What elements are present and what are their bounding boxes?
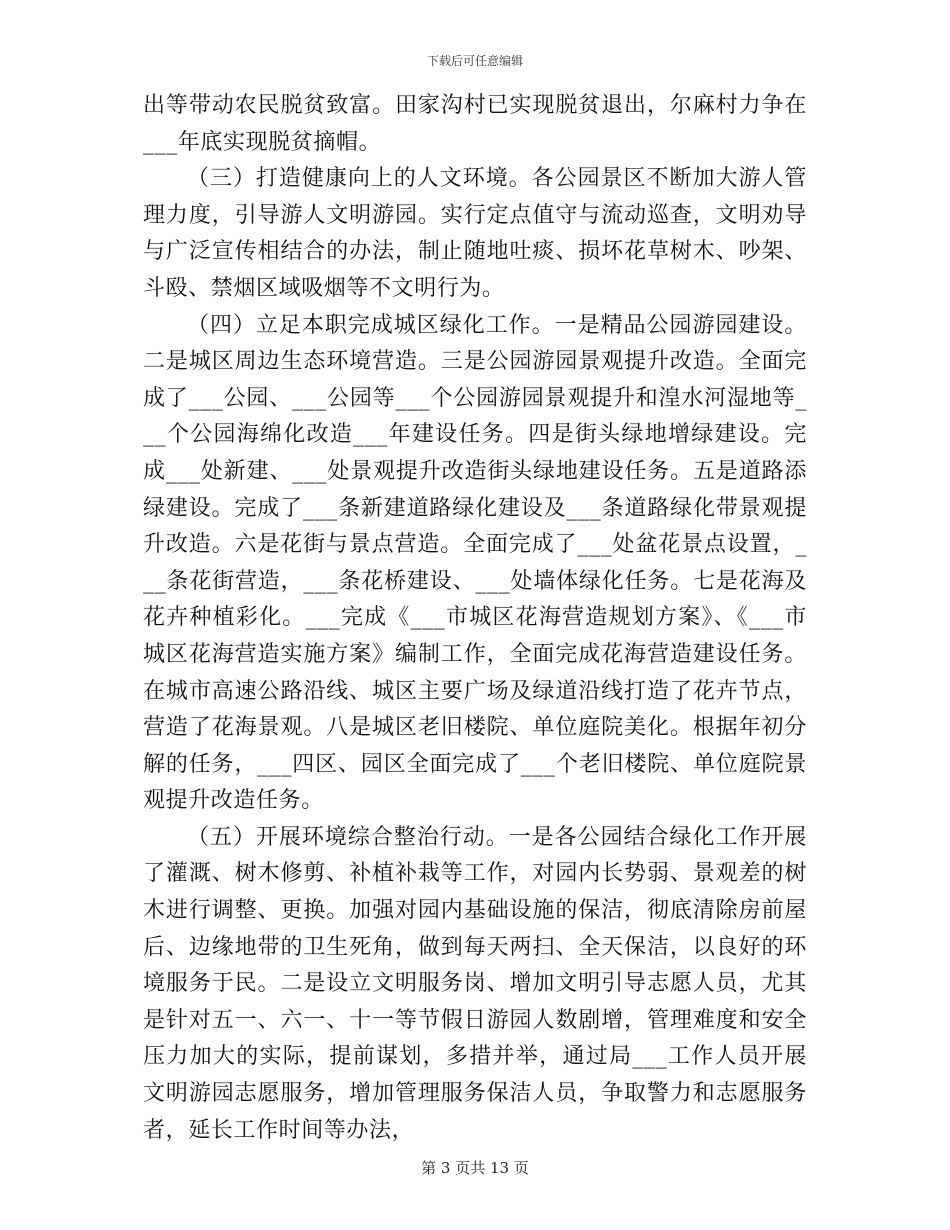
page-header: 下载后可任意编辑 xyxy=(426,54,523,68)
document-body xyxy=(143,88,807,1149)
paragraph-continuation: 出等带动农民脱贫致富。田家沟村已实现脱贫退出，尔麻村力争在___年底实现脱贫摘帽。 xyxy=(143,93,807,155)
page-footer-page-number: 第 3 页共 13 页 xyxy=(421,1159,529,1177)
paragraph-section-3: （三）打造健康向上的人文环境。各公园景区不断加大游人管理力度，引导游人文明游园。实行定点值守与流动巡查，文明劝导与广泛宣传相结合的办法，制止随地吐痰、损坏花草树木、吵架、斗殴、禁烟区域吸烟等不文明行为。 xyxy=(143,166,807,301)
paragraph-section-4: （四）立足本职完成城区绿化工作。一是精品公园游园建设。二是城区周边生态环境营造。三是公园游园景观提升改造。全面完成了___公园、___公园等___个公园游园景观提升和湟水河湿地等___个公园海绵化改造___年建设任务。四是街头绿地增绿建设。完成___处新建、___处景观提升改造街头绿地建设任务。五是道路添绿建设。完成了___条新建道路绿化建设及___条道路绿化带景观提升改造。六是花街与景点营造。全面完成了___处盆花景点设置，___条花街营造，___条花桥建设、___处墙体绿化任务。七是花海及花卉种植彩化。___完成《___市城区花海营造规划方案》、《___市城区花海营造实施方案》编制工作，全面完成花海营造建设任务。在城市高速公路沿线、城区主要广场及绿道沿线打造了花卉节点，营造了花海景观。八是城区老旧楼院、单位庭院美化。根据年初分解的任务，___四区、园区全面完成了___个老旧楼院、单位庭院景观提升改造任务。 xyxy=(143,312,807,814)
paragraph-section-5: （五）开展环境综合整治行动。一是各公园结合绿化工作开展了灌溉、树木修剪、补植补栽等工作，对园内长势弱、景观差的树木进行调整、更换。加强对园内基础设施的保洁，彻底清除房前屋后、边缘地带的卫生死角，做到每天两扫、全天保洁，以良好的环境服务于民。二是设立文明服务岗、增加文明引导志愿人员，尤其是针对五一、六一、十一等节假日游园人数剧增，管理难度和安全压力加大的实际，提前谋划，多措并举，通过局___工作人员开展文明游园志愿服务，增加管理服务保洁人员，争取警力和志愿服务者，延长工作时间等办法， xyxy=(143,824,807,1143)
